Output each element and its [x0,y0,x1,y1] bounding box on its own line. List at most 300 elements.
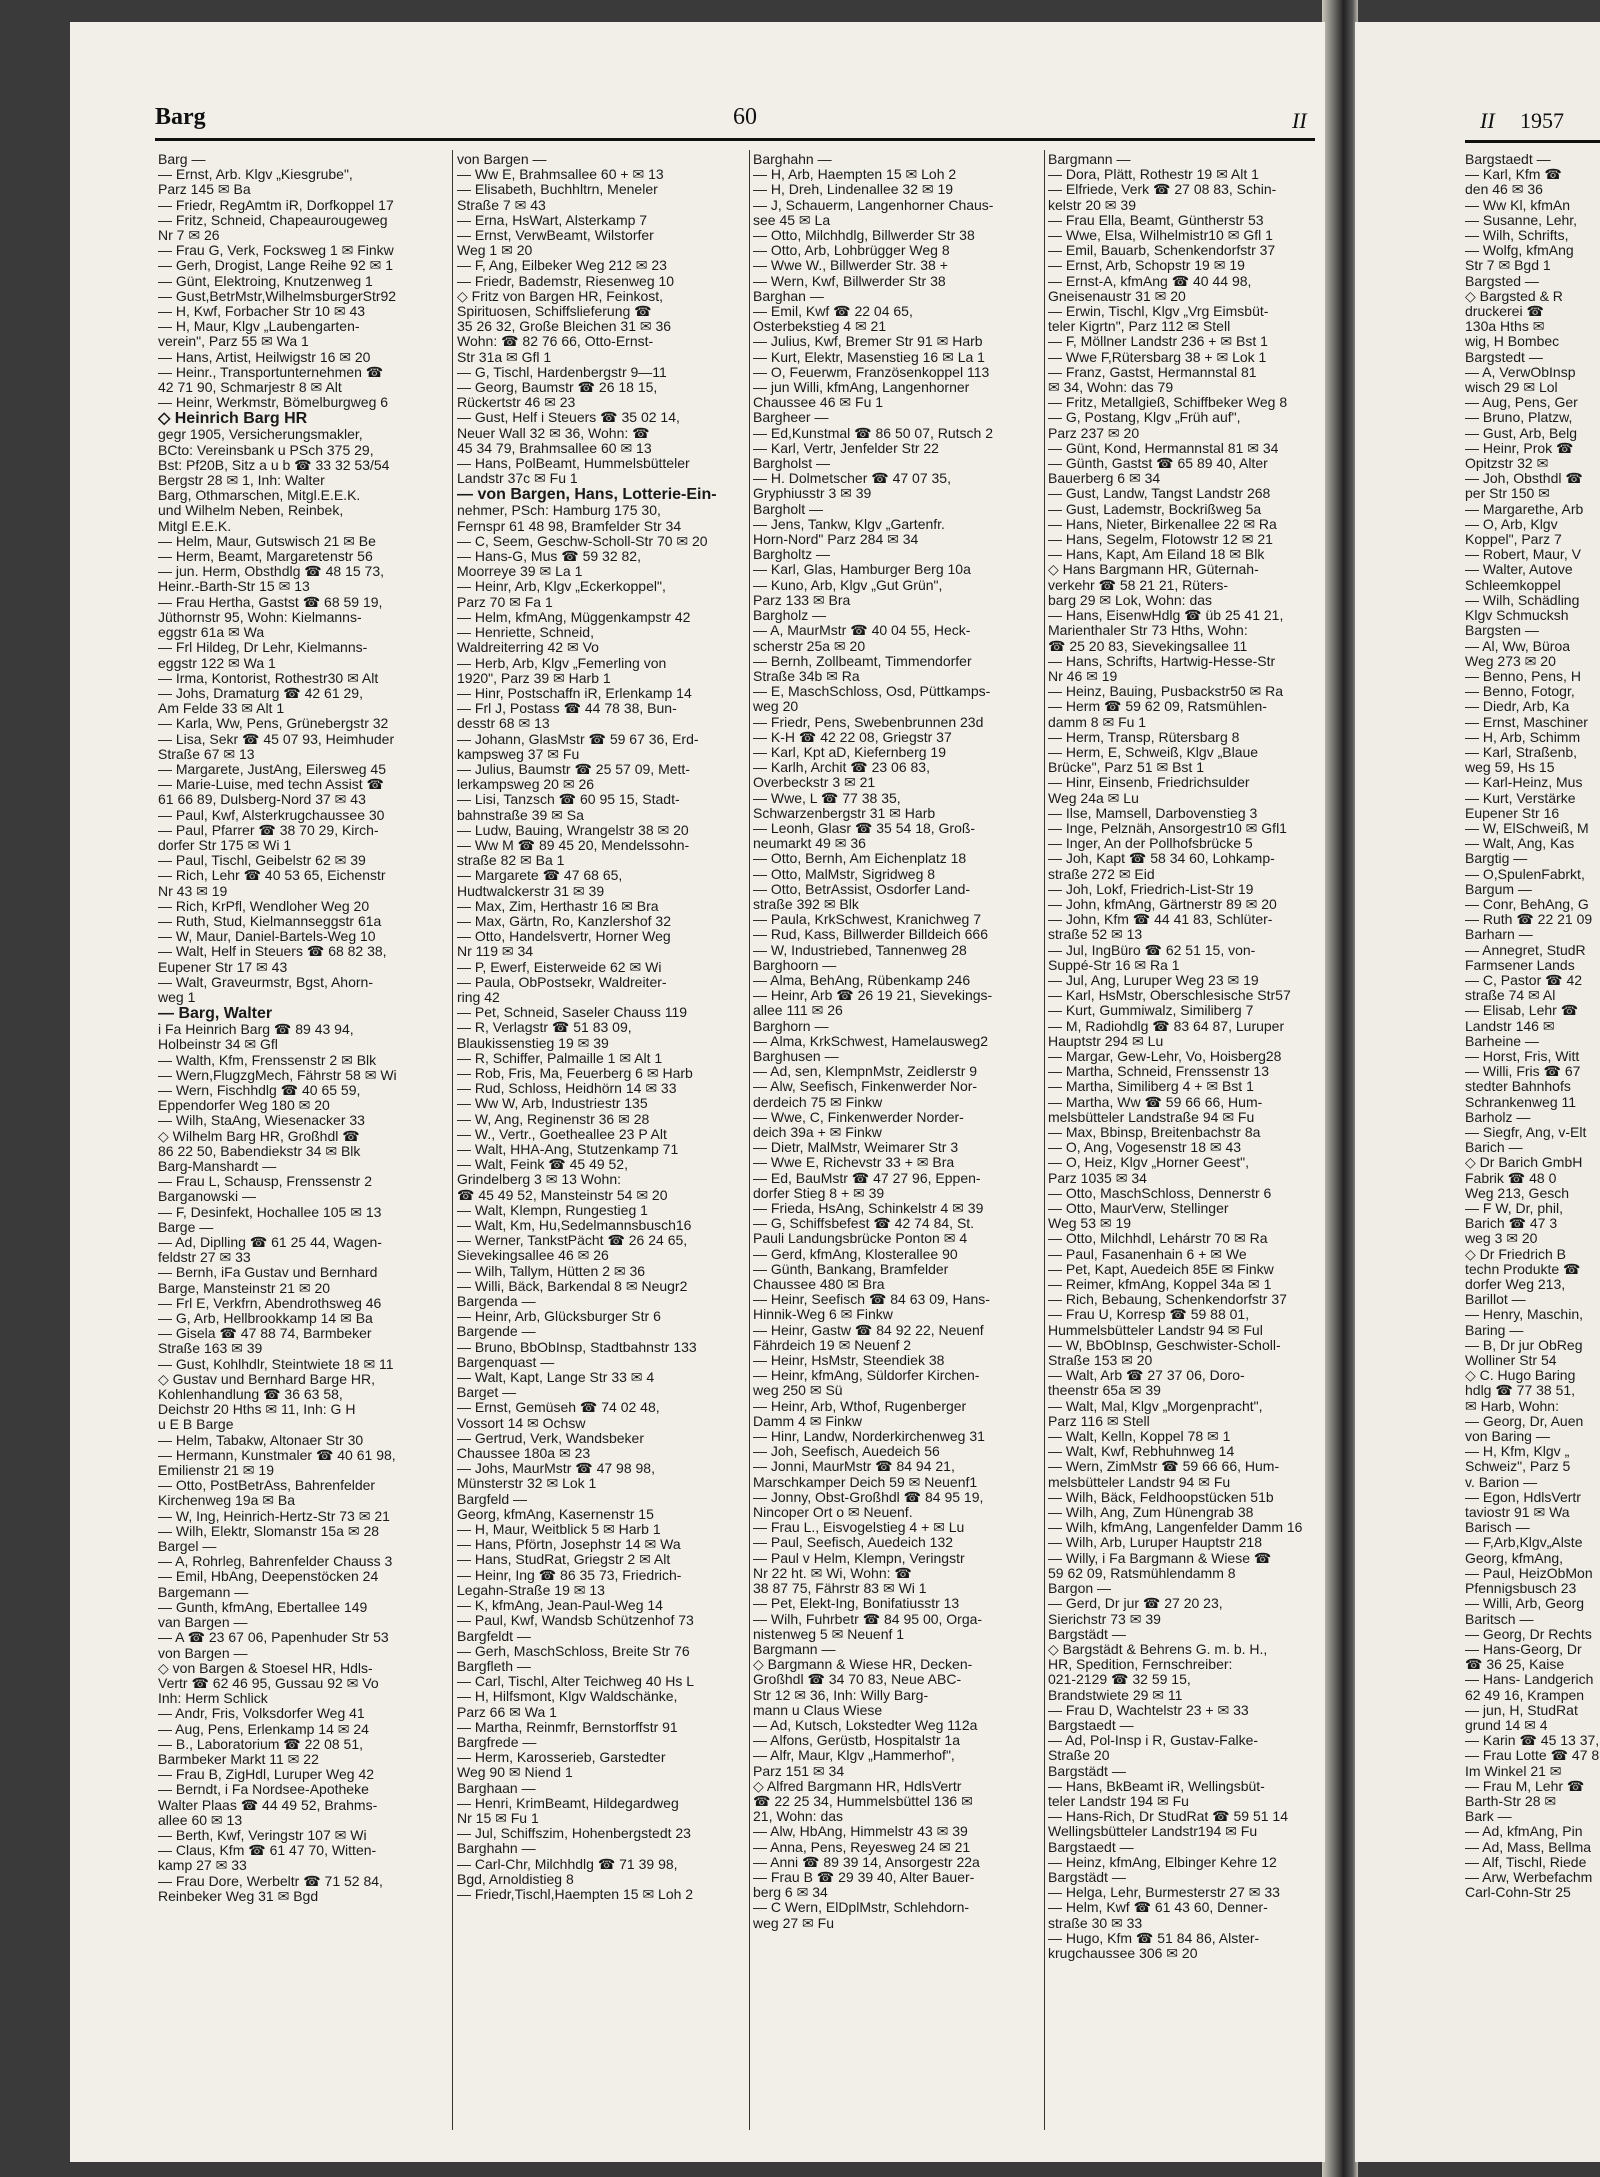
directory-entry-line: — F W, Dr, phil, [1465,1201,1564,1217]
directory-entry-line: Weg 90 ✉ Niend 1 [457,1765,573,1781]
directory-entry-line: — Lisi, Tanzsch ☎ 60 95 15, Stadt- [457,792,680,808]
directory-entry-line: — R, Verlagstr ☎ 51 83 09, [457,1020,632,1036]
directory-entry-line: — Bernh, Zollbeamt, Timmendorfer [753,653,972,669]
directory-entry-line: — Hans, Nieter, Birkenallee 22 ✉ Ra [1048,516,1277,532]
directory-entry-line: — C, Seem, Geschw-Scholl-Str 70 ✉ 20 [457,533,708,549]
column-divider [452,150,453,2130]
directory-entry-line: — H, Arb, Haempten 15 ✉ Loh 2 [753,167,957,183]
directory-entry-line: — Hans-Rich, Dr StudRat ☎ 59 51 14 [1048,1809,1288,1825]
directory-entry-line: — Frieda, HsAng, Schinkelstr 4 ✉ 39 [753,1201,984,1217]
directory-entry-line: — Andr, Fris, Volksdorfer Weg 41 [158,1706,365,1722]
directory-entry-line: 21, Wohn: das [753,1809,844,1825]
directory-entry-line: kelstr 20 ✉ 39 [1048,197,1136,213]
directory-entry-line: — Diedr, Arb, Ka [1465,699,1570,715]
directory-entry-line: — Helga, Lehr, Burmesterstr 27 ✉ 33 [1048,1885,1280,1901]
directory-entry-line: scherstr 25a ✉ 20 [753,638,866,654]
directory-entry-line: — Emil, HbAng, Deepenstöcken 24 [158,1569,379,1585]
directory-entry-line: — Alfr, Maur, Klgv „Hammerhof", [753,1748,955,1764]
directory-entry-line: 62 49 16, Krampen [1465,1687,1585,1703]
directory-entry-line: — Jul, IngBüro ☎ 62 51 15, von- [1048,942,1256,958]
directory-entry-line: — Herm, Beamt, Margaretenstr 56 [158,549,373,565]
directory-entry-line: Osterbekstieg 4 ✉ 21 [753,319,887,335]
directory-entry-line: Fernspr 61 48 98, Bramfelder Str 34 [457,518,682,534]
directory-entry-line: — Heinz, kfmAng, Elbinger Kehre 12 [1048,1854,1277,1870]
directory-entry-line: Barheine — [1465,1033,1539,1049]
directory-entry-line: — Wilh, Schädling [1465,592,1580,608]
directory-entry-line: — Bruno, BbObInsp, Stadtbahnstr 133 [457,1339,697,1355]
directory-entry-line: 35 26 32, Große Bleichen 31 ✉ 36 [457,319,672,335]
directory-entry-line: Bargmann — [753,1641,836,1657]
directory-entry-line: Str 7 ✉ Bgd 1 [1465,258,1551,274]
directory-entry-line: Bargstaedt — [1048,1717,1134,1733]
directory-entry-line: — Gust, Arb, Belg [1465,425,1578,441]
directory-entry-line: — Kurt, Gummiwalz, Similiberg 7 [1048,1003,1254,1019]
directory-entry-line: Nr 22 ht. ✉ Wi, Wohn: ☎ [753,1565,912,1581]
directory-entry-line: — Walt, Ang, Kas [1465,836,1575,852]
directory-entry-line: — Horst, Fris, Witt [1465,1048,1580,1064]
directory-entry-line: — Frau M, Lehr ☎ [1465,1778,1585,1794]
directory-entry-line: — Rud, Schloss, Heidhörn 14 ✉ 33 [457,1081,677,1097]
directory-entry-line: — Wern, ZimMstr ☎ 59 66 66, Hum- [1048,1459,1280,1475]
directory-entry-line: — Ww W, Arb, Industriestr 135 [457,1096,648,1112]
directory-entry-line: — Otto, Milchhdl, Lehárstr 70 ✉ Ra [1048,1231,1268,1247]
directory-entry-line: — Hans, Artist, Heilwigstr 16 ✉ 20 [158,349,371,365]
directory-entry-line: Barghoorn — [753,957,837,973]
directory-entry-line: Straße 20 [1048,1748,1110,1764]
directory-entry-line: — Ludw, Bauing, Wrangelstr 38 ✉ 20 [457,822,689,838]
directory-entry-line: van Bargen — [158,1615,248,1631]
directory-entry-line: kamp 27 ✉ 33 [158,1858,247,1874]
directory-entry-line: — M, Radiohdlg ☎ 83 64 87, Luruper [1048,1018,1285,1034]
directory-entry-line: — Elfriede, Verk ☎ 27 08 83, Schin- [1048,182,1277,198]
directory-entry-line: — Conr, BehAng, G [1465,896,1589,912]
directory-entry-line: ◇ Dr Barich GmbH [1465,1155,1583,1171]
directory-entry-line: — Otto, MaschSchloss, Dennerstr 6 [1048,1185,1272,1201]
directory-entry-line: — A, MaurMstr ☎ 40 04 55, Heck- [753,623,971,639]
directory-entry-line: — Egon, HdlsVertr [1465,1489,1581,1505]
directory-entry-line: — Hans, Pförtn, Josephstr 14 ✉ Wa [457,1537,681,1553]
directory-entry-line: — Gerd, kfmAng, Klosterallee 90 [753,1246,958,1262]
directory-entry-line: — Frl J, Postass ☎ 44 78 38, Bun- [457,701,677,717]
directory-entry-line: — Otto, MalMstr, Sigridweg 8 [753,866,936,882]
directory-entry-line: — Günth, Gastst ☎ 65 89 40, Alter [1048,456,1268,472]
directory-entry-line: — Willi, Fris ☎ 67 [1465,1064,1581,1080]
directory-entry-line: BCto: Vereinsbank u PSch 375 29, [158,442,374,458]
directory-entry-line: — Willy, i Fa Bargmann & Wiese ☎ [1048,1550,1272,1566]
directory-entry-line: — Walt, Klempn, Rungestieg 1 [457,1202,648,1218]
directory-entry-line: — Georg, Dr Rechts [1465,1626,1592,1642]
directory-entry-line: 61 66 89, Dulsberg-Nord 37 ✉ 43 [158,792,366,808]
directory-entry-line: — Franz, Gastst, Hermannstal 81 [1048,364,1257,380]
directory-entry-line: — W, Maur, Daniel-Bartels-Weg 10 [158,929,376,945]
directory-entry-line: ✉ 34, Wohn: das 79 [1048,380,1174,396]
directory-entry-line: — Siegfr, Ang, v-Elt [1465,1125,1587,1140]
directory-entry-line: Hauptstr 294 ✉ Lu [1048,1033,1164,1049]
directory-entry-line: Barth-Str 28 ✉ [1465,1793,1557,1809]
directory-entry-line: — Frau G, Verk, Focksweg 1 ✉ Finkw [158,243,394,259]
directory-entry-line: Baring — [1465,1322,1524,1338]
directory-entry-line: — Karl, Kfm ☎ [1465,167,1562,183]
directory-entry-line: — Gust, Helf i Steuers ☎ 35 02 14, [457,410,680,426]
directory-entry-line: grund 14 ✉ 4 [1465,1717,1548,1733]
directory-entry-line: — Herm, E, Schweiß, Klgv „Blaue [1048,744,1259,760]
directory-entry-line: — von Bargen, Hans, Lotterie-Ein- [457,486,717,504]
directory-entry-line: — Karl, Straßenb, [1465,744,1578,760]
directory-entry-line: HR, Spedition, Fernschreiber: [1048,1657,1233,1673]
directory-entry-line: — Hans, EisenwHdlg ☎ üb 25 41 21, [1048,608,1284,624]
directory-entry-line: — Heinr, Arb, Klgv „Eckerkoppel", [457,579,666,595]
directory-entry-line: — Johann, GlasMstr ☎ 59 67 36, Erd- [457,731,699,747]
directory-entry-line: — Ad, kfmAng, Pin [1465,1824,1583,1840]
directory-entry-line: — Rud, Kass, Billwerder Billdeich 666 [753,927,988,943]
directory-entry-line: i Fa Heinrich Barg ☎ 89 43 94, [158,1022,354,1038]
directory-entry-line: Am Felde 33 ✉ Alt 1 [158,701,285,717]
book-gutter [1322,0,1358,2177]
directory-entry-line: 86 22 50, Babendiekstr 34 ✉ Blk [158,1143,361,1159]
directory-entry-line: Weg 213, Gesch [1465,1185,1570,1201]
directory-entry-line: — Otto, MaurVerw, Stellinger [1048,1201,1229,1217]
directory-entry-line: — Erwin, Tischl, Klgv „Vrg Eimsbüt- [1048,304,1269,320]
directory-entry-line: stedter Bahnhofs [1465,1079,1571,1095]
directory-entry-line: — Rich, Bebaung, Schenkendorfstr 37 [1048,1292,1287,1308]
directory-entry-line: — Frau L, Schausp, Frenssenstr 2 [158,1174,372,1190]
page-number: 60 [733,104,757,130]
directory-entry-line: — Ad, Mass, Bellma [1465,1839,1592,1855]
directory-entry-line: damm 8 ✉ Fu 1 [1048,714,1147,730]
directory-entry-line: — Karl, Kpt aD, Kiefernberg 19 [753,744,946,760]
directory-entry-line: — F, Desinfekt, Hochallee 105 ✉ 13 [158,1204,382,1220]
directory-entry-line: Nr 119 ✉ 34 [457,944,534,960]
directory-entry-line: Bargmann — [1048,152,1131,167]
directory-entry-line: — W, Ing, Heinrich-Hertz-Str 73 ✉ 21 [158,1508,390,1524]
directory-entry-line: — Helm, kfmAng, Müggenkampstr 42 [457,609,691,625]
directory-entry-line: — Ernst, Arb. Klgv „Kiesgrube", [158,167,353,183]
directory-column-2 [457,152,745,2142]
directory-entry-line: — Paula, KrkSchwest, Kranichweg 7 [753,912,981,928]
directory-entry-line: — Alf, Tischl, Riede [1465,1854,1587,1870]
directory-entry-line: — Otto, Handelsvertr, Horner Weg [457,929,671,945]
directory-entry-line: — Margar, Gew-Lehr, Vo, Hoisberg28 [1048,1048,1282,1064]
directory-entry-line: — Gust,BetrMstr,WilhelmsburgerStr92 [158,288,397,304]
directory-entry-line: — A, Rohrleg, Bahrenfelder Chauss 3 [158,1554,393,1570]
directory-entry-line: — Fritz, Schneid, Chapeaurougeweg [158,212,388,228]
directory-entry-line: — Susanne, Lehr, [1465,212,1578,228]
directory-entry-line: Bargemann — [158,1584,249,1600]
directory-entry-line: Waldreiterring 42 ✉ Vo [457,640,599,656]
directory-entry-line: verkehr ☎ 58 21 21, Rüters- [1048,577,1229,593]
directory-entry-line: — Otto, Bernh, Am Eichenplatz 18 [753,851,967,867]
directory-entry-line: — John, Kfm ☎ 44 41 83, Schlüter- [1048,912,1273,928]
directory-entry-line: — Walt, Kelln, Koppel 78 ✉ 1 [1048,1429,1231,1445]
directory-entry-line: Bargholt — [753,501,824,517]
directory-entry-line: per Str 150 ✉ [1465,486,1550,502]
directory-entry-line: — Martha, Reinmfr, Bernstorffstr 91 [457,1719,678,1735]
directory-entry-line: Barg, Othmarschen, Mitgl.E.E.K. [158,488,361,504]
directory-entry-line: — Wilh, Ang, Zum Hünengrab 38 [1048,1505,1254,1521]
directory-entry-line: Straße 34b ✉ Ra [753,668,860,684]
directory-entry-line: Barmbeker Markt 11 ✉ 22 [158,1751,319,1767]
directory-entry-line: Landstr 146 ✉ [1465,1018,1555,1034]
directory-entry-line: — Al, Ww, Büroa [1465,638,1571,654]
column-divider [749,150,750,2130]
directory-entry-line: — Ernst, VerwBeamt, Wilstorfer [457,228,654,244]
directory-entry-line: — Frau Dore, Werbeltr ☎ 71 52 84, [158,1873,383,1889]
directory-entry-line: Walter Plaas ☎ 44 49 52, Brahms- [158,1797,378,1813]
directory-entry-line: — Frau Lotte ☎ 47 8 [1465,1748,1600,1764]
directory-entry-line: — Helm, Maur, Gutswisch 21 ✉ Be [158,533,376,549]
directory-entry-line: Barillot — [1465,1292,1526,1308]
directory-entry-line: Eupener Str 17 ✉ 43 [158,959,288,975]
directory-entry-line: Bargholst — [753,456,831,472]
directory-entry-line: — W, Industriebed, Tannenweg 28 [753,942,967,958]
directory-entry-line: — jun, H, StudRat [1465,1702,1578,1718]
directory-entry-line: von Bargen — [457,152,547,167]
directory-entry-line: — Otto, BetrAssist, Osdorfer Land- [753,881,971,897]
directory-entry-line: Bargheer — [753,410,829,426]
directory-entry-line: Barich ☎ 47 3 [1465,1216,1558,1232]
directory-entry-line: — Joh, Lokf, Friedrich-List-Str 19 [1048,881,1254,897]
directory-entry-line: melsbütteler Landstr 94 ✉ Fu [1048,1474,1231,1490]
directory-entry-line: deich 39a + ✉ Finkw [753,1125,882,1140]
directory-entry-line: — Heinr, Arb, Wthof, Rugenberger [753,1398,967,1414]
directory-entry-line: allee 111 ✉ 26 [753,1003,843,1019]
directory-entry-line: und Wilhelm Neben, Reinbek, [158,503,344,519]
directory-entry-line: — Walt, Graveurmstr, Bgst, Ahorn- [158,974,373,990]
directory-entry-line: derdeich 75 ✉ Finkw [753,1094,883,1110]
directory-entry-line: — Frau L., Eisvogelstieg 4 + ✉ Lu [753,1520,965,1536]
directory-entry-line: — Wilh, Schrifts, [1465,228,1569,244]
directory-entry-line: Vertr ☎ 62 46 95, Gussau 92 ✉ Vo [158,1675,379,1691]
directory-entry-line: Straße 7 ✉ 43 [457,197,546,213]
directory-entry-line: Chaussee 180a ✉ 23 [457,1446,591,1462]
directory-entry-line: — F, Möllner Landstr 236 + ✉ Bst 1 [1048,334,1268,350]
directory-entry-line: ◇ Dr Friedrich B [1465,1246,1567,1262]
directory-entry-line: Pauli Landungsbrücke Ponton ✉ 4 [753,1231,968,1247]
directory-entry-line: — G, Postang, Klgv „Früh auf", [1048,410,1241,426]
directory-entry-line: 45 34 79, Brahmsallee 60 ✉ 13 [457,440,652,456]
directory-entry-line: — Wwe F,Rütersbarg 38 + ✉ Lok 1 [1048,349,1267,365]
directory-column-1 [158,152,448,2142]
directory-entry-line: — Wilh, Elektr, Slomanstr 15a ✉ 28 [158,1523,380,1539]
directory-entry-line: Bauerberg 6 ✉ 34 [1048,471,1161,487]
directory-entry-line: — Frl E, Verkfrn, Abendrothsweg 46 [158,1295,382,1311]
directory-entry-line: 130a Hths ✉ [1465,319,1545,335]
directory-entry-line: straße 30 ✉ 33 [1048,1915,1143,1931]
page-section-mark: II [1292,108,1307,133]
directory-entry-line: Fabrik ☎ 48 0 [1465,1170,1557,1186]
directory-entry-line: — Walt, HHA-Ang, Stutzenkamp 71 [457,1142,679,1157]
directory-entry-line: — W, Ang, Reginenstr 36 ✉ 28 [457,1111,650,1127]
directory-entry-line: — Ed, BauMstr ☎ 47 27 96, Eppen- [753,1170,981,1186]
directory-entry-line: — Alma, KrkSchwest, Hamelausweg2 [753,1033,988,1049]
directory-entry-line: Straße 153 ✉ 20 [1048,1353,1153,1369]
directory-entry-line: weg 20 [753,699,799,715]
directory-entry-line: — jun. Herm, Obsthdlg ☎ 48 15 73, [158,564,384,580]
directory-entry-line: Hudtwalckerstr 31 ✉ 39 [457,883,605,899]
directory-entry-line: — K-H ☎ 42 22 08, Griegstr 37 [753,729,952,745]
directory-entry-line: — J, Schauerm, Langenhorner Chaus- [753,197,994,213]
directory-entry-line: — Heinr, Ing ☎ 86 35 73, Friedrich- [457,1567,682,1583]
directory-entry-line: theenstr 65a ✉ 39 [1048,1383,1161,1399]
directory-entry-line: techn Produkte ☎ [1465,1261,1581,1277]
directory-entry-line: Holbeinstr 34 ✉ Gfl [158,1037,278,1053]
directory-column-4 [1048,152,1310,2142]
directory-entry-line: — Heinz, Bauing, Pusbackstr50 ✉ Ra [1048,684,1284,700]
directory-entry-line: Bargsten — [1465,623,1539,639]
directory-entry-line: von Bargen — [158,1645,248,1661]
directory-entry-line: — Otto, PostBetrAss, Bahrenfelder [158,1478,376,1494]
directory-entry-line: — Werner, TankstPächt ☎ 26 24 65, [457,1233,688,1249]
directory-entry-line: Nincoper Ort o ✉ Neuenf. [753,1505,913,1521]
directory-entry-line: — Gerh, MaschSchloss, Breite Str 76 [457,1643,690,1659]
directory-entry-line: hdlg ☎ 77 38 51, [1465,1383,1576,1399]
directory-entry-line: — F, Ang, Eilbeker Weg 212 ✉ 23 [457,258,667,274]
directory-entry-line: 021-2129 ☎ 32 59 15, [1048,1672,1191,1688]
directory-entry-line: straße 82 ✉ Ba 1 [457,853,565,869]
directory-entry-line: dorfer Str 175 ✉ Wi 1 [158,837,292,853]
directory-entry-line: — Heinr., Transportunternehmen ☎ [158,364,384,380]
directory-entry-line: — Rob, Fris, Ma, Feuerberg 6 ✉ Harb [457,1065,693,1081]
directory-entry-line: Straße 67 ✉ 13 [158,746,255,762]
directory-entry-line: — Hans, Segelm, Flotowstr 12 ✉ 21 [1048,532,1273,548]
directory-entry-line: Wellingsbütteler Landstr194 ✉ Fu [1048,1824,1258,1840]
directory-entry-line: — Emil, Bauarb, Schenkendorfstr 37 [1048,243,1276,259]
directory-column-3 [753,152,1041,2142]
directory-entry-line: — Alma, BehAng, Rübenkamp 246 [753,972,971,988]
directory-entry-line: — Bruno, Platzw, [1465,410,1573,426]
directory-entry-line: u E B Barge [158,1417,234,1433]
directory-entry-line: — Hugo, Kfm ☎ 51 84 86, Alster- [1048,1930,1260,1946]
directory-entry-line: Landstr 37c ✉ Fu 1 [457,471,578,487]
directory-entry-line: — Ed,Kunstmal ☎ 86 50 07, Rutsch 2 [753,425,994,441]
directory-entry-line: Bargtig — [1465,851,1528,867]
directory-entry-line: — H. Dolmetscher ☎ 47 07 35, [753,471,951,487]
directory-entry-line: — Bernh, iFa Gustav und Bernhard [158,1265,378,1281]
directory-entry-line: — Günth, Bankang, Bramfelder [753,1261,949,1277]
directory-entry-line: Brücke", Parz 51 ✉ Bst 1 [1048,760,1204,776]
page-header-title: Barg [155,104,206,130]
column-divider [1044,150,1045,2130]
directory-entry-line: Barghaan — [457,1780,536,1796]
directory-entry-line: — B., Laboratorium ☎ 22 08 51, [158,1736,363,1752]
directory-entry-line: — H, Kwf, Forbacher Str 10 ✉ 43 [158,304,366,320]
directory-entry-line: verein", Parz 55 ✉ Wa 1 [158,334,309,350]
directory-entry-line: bahnstraße 39 ✉ Sa [457,807,584,823]
directory-entry-line: Bargel — [158,1539,217,1555]
directory-entry-line: Str 31a ✉ Gfl 1 [457,349,552,365]
directory-entry-line: — Inger, An der Pollhofsbrücke 5 [1048,836,1253,852]
directory-entry-line: — Kurt, Verstärke [1465,790,1576,806]
directory-entry-line: lerkampsweg 20 ✉ 26 [457,777,595,793]
directory-entry-line: — jun Willi, kfmAng, Langenhorner [753,380,970,396]
directory-entry-line: — Ad, Kutsch, Lokstedter Weg 112a [753,1717,978,1733]
directory-entry-line: — Karl, HsMstr, Oberschlesische Str57 [1048,988,1291,1004]
directory-entry-line: Nr 43 ✉ 19 [158,883,228,899]
directory-entry-line: — Paul, Seefisch, Auedeich 132 [753,1535,954,1551]
directory-entry-line: straße 74 ✉ Al [1465,988,1556,1004]
directory-entry-line: — Hinr, Einsenb, Friedrichsulder [1048,775,1250,791]
directory-entry-line: ◇ Bargmann & Wiese HR, Decken- [753,1657,973,1673]
directory-entry-line: — Paul v Helm, Klempn, Veringstr [753,1550,965,1566]
directory-entry-line: — Carl-Chr, Milchhdlg ☎ 71 39 98, [457,1856,678,1872]
directory-entry-line: — H, Arb, Schimm [1465,729,1581,745]
directory-entry-line: den 46 ✉ 36 [1465,182,1543,198]
directory-entry-line: Parz 133 ✉ Bra [753,592,851,608]
directory-entry-line: — Paul, Tischl, Geibelstr 62 ✉ 39 [158,853,366,869]
directory-entry-line: — C, Pastor ☎ 42 [1465,972,1583,988]
directory-entry-line: von Baring — [1465,1429,1550,1445]
directory-entry-line: — Heinr, HsMstr, Steendiek 38 [753,1353,945,1369]
directory-entry-line: — Heinr, Arb ☎ 26 19 21, Sievekings- [753,988,993,1004]
directory-entry-line: Bargfrede — [457,1734,537,1750]
directory-entry-line: — Hans, Kapt, Am Eiland 18 ✉ Blk [1048,547,1265,563]
directory-entry-line: — Paul, Kwf, Alsterkrugchaussee 30 [158,807,385,823]
directory-entry-line: — Wwe W., Billwerder Str. 38 + [753,258,948,274]
directory-entry-line: — John, kfmAng, Gärtnerstr 89 ✉ 20 [1048,896,1277,912]
directory-entry-line: Parz 237 ✉ 20 [1048,425,1140,441]
directory-entry-line: — W, ElSchweiß, M [1465,820,1589,836]
directory-entry-line: Wohn: ☎ 82 76 66, Otto-Ernst- [457,334,654,350]
directory-entry-line: Weg 24a ✉ Lu [1048,790,1139,806]
directory-entry-line: — C Wern, ElDplMstr, Schlehdorn- [753,1900,970,1916]
directory-entry-line: — Gerh, Drogist, Lange Reihe 92 ✉ 1 [158,258,394,274]
directory-entry-line: — Wern, Kwf, Billwerder Str 38 [753,273,946,289]
directory-entry-line: — Kurt, Elektr, Masenstieg 16 ✉ La 1 [753,349,985,365]
directory-entry-line: — O, Feuerwm, Französenkoppel 113 [753,364,990,380]
directory-entry-line: — B, Dr jur ObReg [1465,1337,1583,1353]
directory-entry-line: — Henriette, Schneid, [457,625,594,641]
directory-entry-line: Opitzstr 32 ✉ [1465,456,1549,472]
directory-entry-line: — Barg, Walter [158,1005,273,1023]
directory-entry-line: Pfennigsbusch 23 [1465,1581,1577,1597]
directory-entry-line: Eupener Str 16 [1465,805,1560,821]
directory-entry-line: Bargende — [457,1324,536,1340]
directory-entry-line: — Heinr, Gastw ☎ 84 92 22, Neuenf [753,1322,984,1338]
directory-entry-line: — Günt, Elektroing, Knutzenweg 1 [158,273,373,289]
directory-entry-line: Sierichstr 73 ✉ 39 [1048,1611,1161,1627]
directory-entry-line: — Elisab, Lehr ☎ [1465,1003,1579,1019]
directory-entry-line: — H, Maur, Weitblick 5 ✉ Harb 1 [457,1522,661,1538]
directory-entry-line: — Henri, KrimBeamt, Hildegardweg [457,1795,679,1811]
directory-entry-line: Barholz — [1465,1109,1531,1125]
directory-entry-line: Chaussee 46 ✉ Fu 1 [753,395,884,411]
directory-entry-line: Bargstaedt — [1465,152,1551,167]
directory-entry-line: — Julius, Kwf, Bremer Str 91 ✉ Harb [753,334,983,350]
directory-entry-line: — Karl, Glas, Hamburger Berg 10a [753,562,971,578]
directory-entry-line: Nr 46 ✉ 19 [1048,668,1118,684]
directory-entry-line: Barget — [457,1385,517,1401]
directory-entry-line: — Alw, HbAng, Himmelstr 43 ✉ 39 [753,1824,968,1840]
directory-entry-line: — Frau Hertha, Gastst ☎ 68 59 19, [158,594,383,610]
directory-entry-line: Barganowski — [158,1189,257,1205]
directory-entry-line: Marschkamper Deich 59 ✉ Neuenf1 [753,1474,978,1490]
directory-entry-line: — Gust, Landw, Tangst Landstr 268 [1048,486,1271,502]
directory-entry-line: Gryphiusstr 3 ✉ 39 [753,486,872,502]
directory-entry-line: — A ☎ 23 67 06, Papenhuder Str 53 [158,1630,389,1646]
directory-entry-line: Bargon — [1048,1581,1112,1597]
directory-entry-line: — Frl Hildeg, Dr Lehr, Kielmanns- [158,640,368,656]
directory-entry-line: Barich — [1465,1140,1523,1156]
directory-entry-line: — Gust, Lademstr, Bockrißweg 5a [1048,501,1262,517]
directory-entry-line: — Wern,FlugzgMech, Fährstr 58 ✉ Wi [158,1067,397,1083]
directory-entry-line: — Berth, Kwf, Veringstr 107 ✉ Wi [158,1827,367,1843]
directory-entry-line: — Margarete ☎ 47 68 65, [457,868,623,884]
directory-entry-line: — Frau Ella, Beamt, Güntherstr 53 [1048,212,1264,228]
directory-entry-line: ☎ 22 25 34, Hummelsbüttel 136 ✉ [753,1793,973,1809]
directory-entry-line: desstr 68 ✉ 13 [457,716,550,732]
directory-entry-line: Parz 116 ✉ Stell [1048,1413,1150,1429]
directory-entry-line: — Ww Kl, kfmAn [1465,197,1571,213]
